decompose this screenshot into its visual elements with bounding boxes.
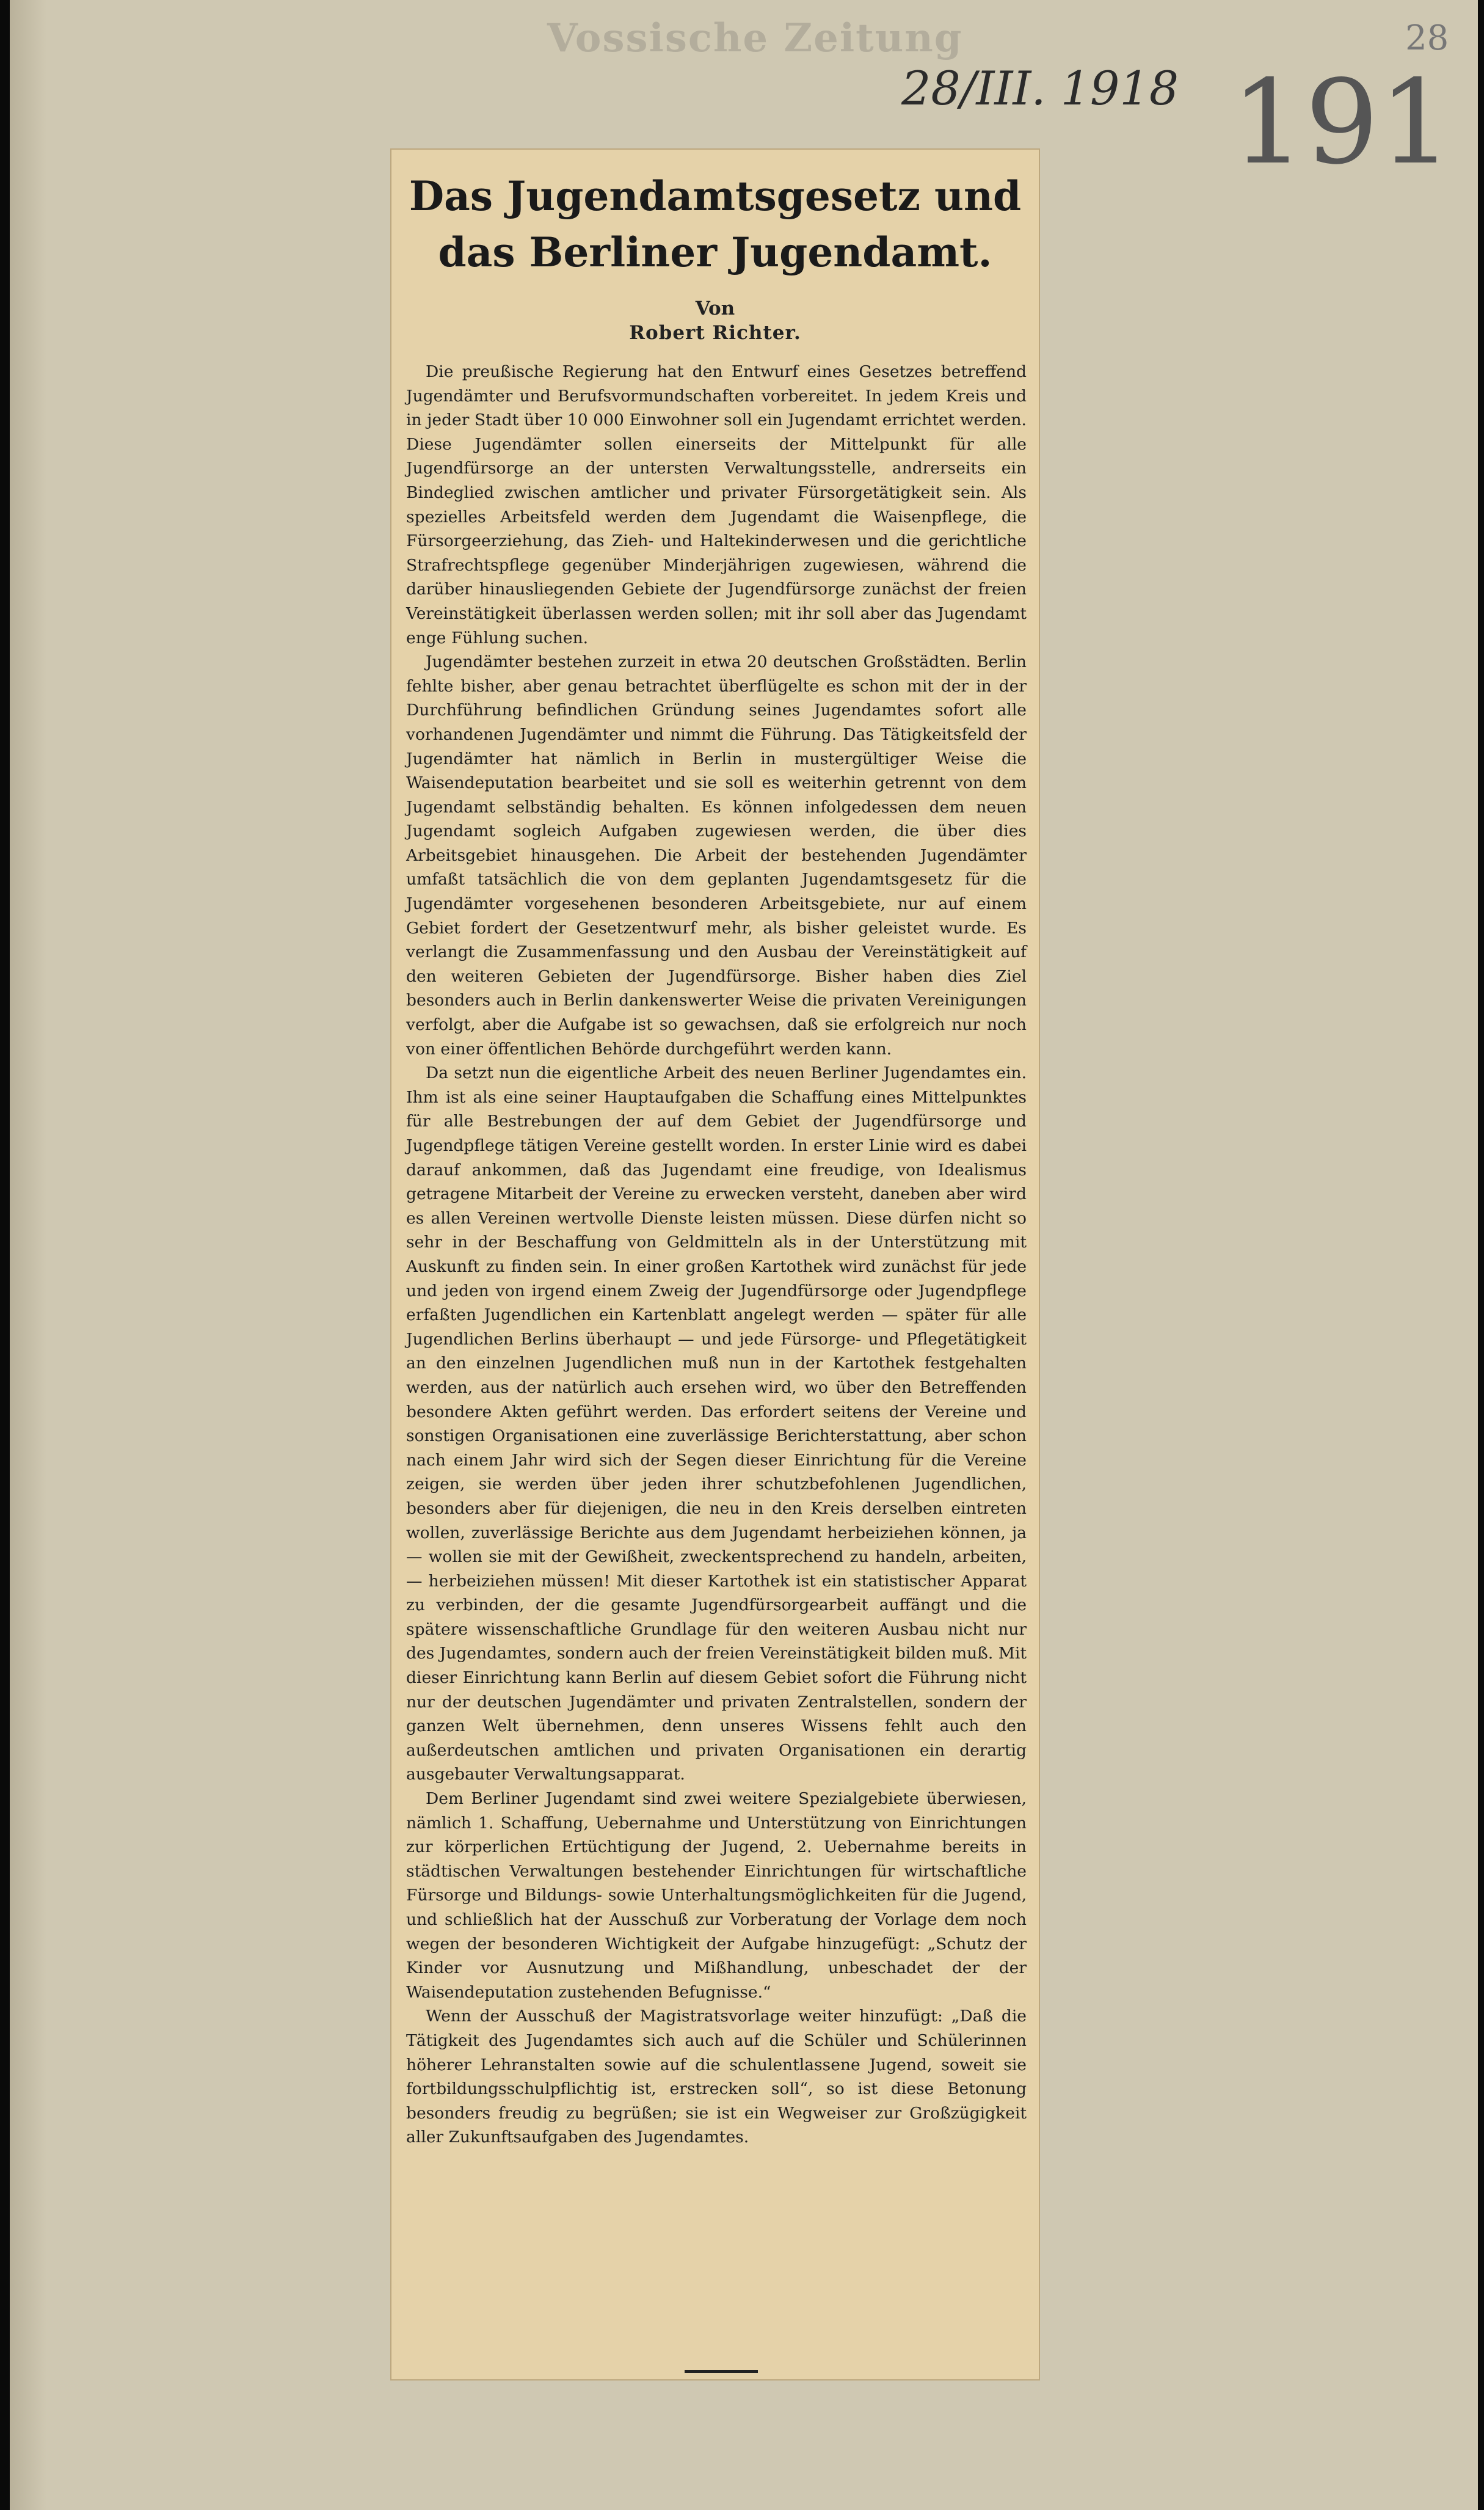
article-paragraph: Jugendämter bestehen zurzeit in etwa 20 deutschen Großstädten. Berlin fehlte bisher, aber genau betrachtet überflügelte es schon mit der in der Durchführung befindlichen Gründung seines Jugendamtes sofort alle vorhandenen Jugendämter und nimmt die Führung. Das Tätigkeitsfeld der Jugendämter hat nämlich in Berlin in mustergültiger Weise die Waisendeputation bearbeitet und sie soll es weiterhin getrennt von dem Jugendamt selbständig behalten. Es können infolgedessen dem neuen Jugendamt sogleich Aufgaben zugewiesen werden, die über dies Arbeitsgebiet hinausgehen. Die Arbeit der bestehenden Jugendämter umfaßt tatsächlich die von dem geplanten Jugendamtsgesetz für die Jugendämter vorgesehenen besonderen Arbeitsgebiete, nur auf einem Gebiet fordert der Gesetzentwurf mehr, als bisher geleistet wurde. Es verlangt die Zusammenfassung und den Ausbau der Vereinstätigkeit auf den weiteren Gebieten der Jugendfürsorge. Bisher haben dies Ziel besonders auch in Berlin dankenswerter Weise die privaten Vereinigungen verfolgt, aber die Aufgabe ist so gewachsen, daß sie erfolgreich nur noch von einer öffentlichen Behörde durchgeführt werden kann. <box>406 652 1027 1059</box>
newspaper-stamp: Vossische Zeitung <box>547 15 963 61</box>
article-paragraph: Dem Berliner Jugendamt sind zwei weitere Spezialgebiete überwiesen, nämlich 1. Schaffung, Uebernahme und Unterstützung von Einrichtungen zur körperlichen Ertüchtigung der Jugend, 2. Uebernahme bereits in städtischen Verwaltungen bestehender Einrichtungen für wirtschaftliche Fürsorge und Bildungs- sowie Unterhaltungsmöglichkeiten für die Jugend, und schließlich hat der Ausschuß zur Vorberatung der Vorlage dem noch wegen der besonderen Wichtigkeit der Aufgabe hinzugefügt: „Schutz der Kinder vor Ausnutzung und Mißhandlung, unbeschadet der der Waisendeputation zustehenden Befugnisse.“ <box>406 1789 1027 2002</box>
article-body <box>406 360 1027 2150</box>
article-paragraph: Die preußische Regierung hat den Entwurf eines Gesetzes betreffend Jugendämter und Berufsvormundschaften vorbereitet. In jedem Kreis und in jeder Stadt über 10 000 Einwohner soll ein Jugendamt errichtet werden. Diese Jugendämter sollen einerseits der Mittelpunkt für alle Jugendfürsorge an der untersten Verwaltungsstelle, andrerseits ein Bindeglied zwischen amtlicher und privater Fürsorgetätigkeit sein. Als spezielles Arbeitsfeld werden dem Jugendamt die Waisenpflege, die Fürsorgeerziehung, das Zieh- und Haltekinderwesen und die gerichtliche Strafrechtspflege gegenüber Minderjährigen zugewiesen, während die darüber hinausliegenden Gebiete der Jugendfürsorge zunächst der freien Vereinstätigkeit überlassen werden sollen; mit ihr soll aber das Jugendamt enge Fühlung suchen. <box>406 362 1027 648</box>
article-paragraph: Wenn der Ausschuß der Magistratsvorlage weiter hinzufügt: „Daß die Tätigkeit des Jugendamtes sich auch auf die Schüler und Schülerinnen höherer Lehranstalten sowie auf die schulentlassene Jugend, soweit sie fortbildungsschulpflichtig ist, erstrecken soll“, so ist diese Betonung besonders freudig zu begrüßen; sie ist ein Wegweiser zur Großzügigkeit aller Zukunftsaufgaben des Jugendamtes. <box>406 2007 1027 2147</box>
sheet-torn-edge <box>10 0 46 2510</box>
newspaper-clipping <box>391 150 1039 2379</box>
archive-sheet <box>10 0 1478 2510</box>
handwritten-date: 28/III. 1918 <box>901 61 1179 115</box>
article-headline: Das Jugendamtsgesetz und das Berliner Jugendamt. <box>409 172 1022 276</box>
article-paragraph: Da setzt nun die eigentliche Arbeit des neuen Berliner Jugendamtes ein. Ihm ist als eine seiner Hauptaufgaben die Schaffung eines Mittelpunktes für alle Bestrebungen der auf dem Gebiet der Jugendfürsorge und Jugendpflege tätigen Vereine gestellt worden. In erster Linie wird es dabei darauf ankommen, daß das Jugendamt eine freudige, von Idealismus getragene Mitarbeit der Vereine zu erwecken versteht, daneben aber wird es allen Vereinen wertvolle Dienste leisten müssen. Diese dürfen nicht so sehr in der Beschaffung von Geldmitteln als in der Unterstützung mit Auskunft zu finden sein. In einer großen Kartothek wird zunächst für jede und jeden von irgend einem Zweig der Jugendfürsorge oder Jugendpflege erfaßten Jugendlichen ein Kartenblatt angelegt werden — später für alle Jugendlichen Berlins überhaupt — und jede Fürsorge- und Pflegetätigkeit an den einzelnen Jugendlichen muß nun in der Kartothek festgehalten werden, aus der natürlich auch ersehen wird, wo über den Betreffenden besondere Akten geführt werden. Das erfordert seitens der Vereine und sonstigen Organisationen eine zuverlässige Berichterstattung, aber schon nach einem Jahr wird sich der Segen dieser Einrichtung für die Vereine zeigen, sie werden über jeden ihrer schutzbefohlenen Jugendlichen, besonders aber für diejenigen, die neu in den Kreis derselben eintreten wollen, zuverlässige Berichte aus dem Jugendamt herbeiziehen können, ja — wollen sie mit der Gewißheit, zweckentsprechend zu handeln, arbeiten, — herbeiziehen müssen! Mit dieser Kartothek ist ein statistischer Apparat zu verbinden, der die gesamte Jugendfürsorgearbeit auffängt und die spätere wissenschaftliche Grundlage für den weiteren Ausbau nicht nur des Jugendamtes, sondern auch der freien Vereinstätigkeit bilden muß. Mit dieser Einrichtung kann Berlin auf diesem Gebiet sofort die Führung nicht nur der deutschen Jugendämter und privaten Zentralstellen, sondern der ganzen Welt übernehmen, denn unseres Wissens fehlt auch den außerdeutschen amtlichen und privaten Organisationen ein derartig ausgebauter Verwaltungsapparat. <box>406 1063 1027 1784</box>
end-rule <box>685 2370 758 2373</box>
byline-author: Robert Richter. <box>629 322 801 344</box>
byline-von: Von <box>695 297 735 319</box>
page-number: 28 <box>1405 18 1449 58</box>
archive-number: 191 <box>1231 55 1453 190</box>
